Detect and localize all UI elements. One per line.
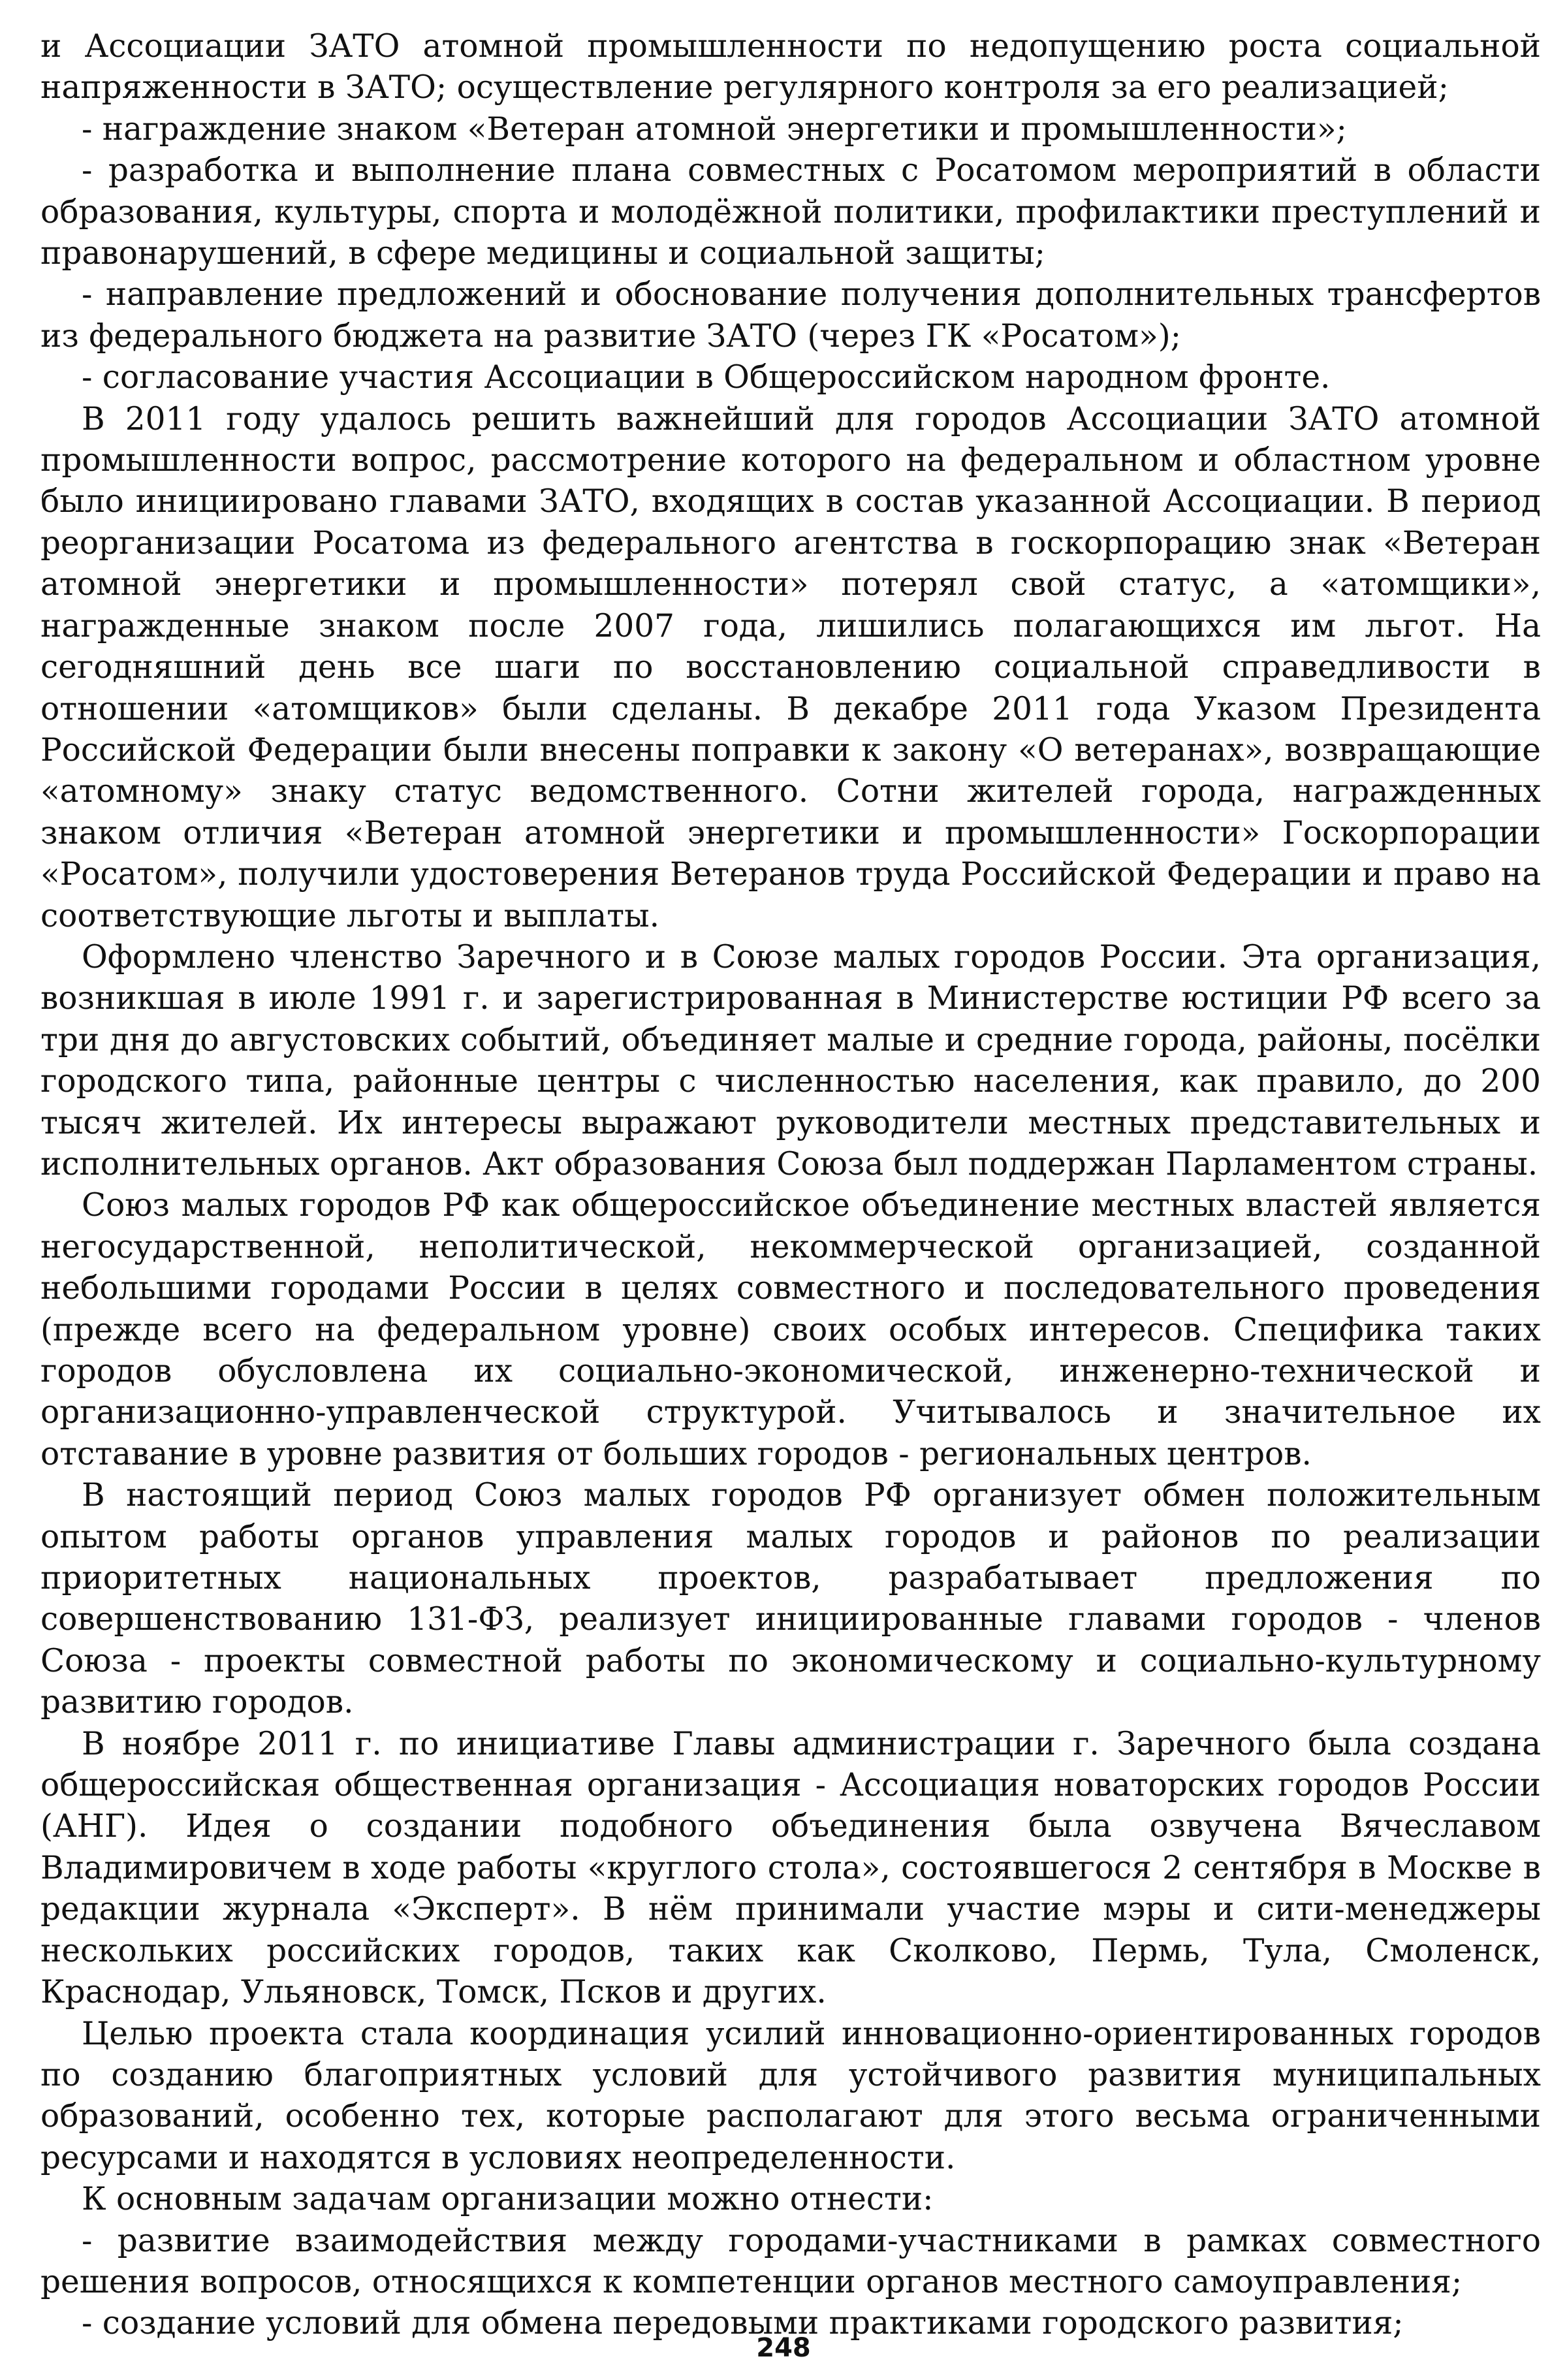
list-item-award: - награждение знаком «Ветеран атомной энергетики и промышленности»; bbox=[82, 110, 1347, 148]
paragraph-project-goal: Целью проекта стала координация усилий инновационно-ориентированных городов по созданию благоприятных условий для устойчивого развития муниципальных образований, особенно тех, которые располагают для этого весьма ограниченными ресурсами и находятся в условиях неопределенности. bbox=[40, 2015, 1541, 2176]
paragraph-union-activity: В настоящий период Союз малых городов РФ организует обмен положительным опытом работы органов управления малых городов и районов по реализации приоритетных национальных проектов, разрабатывает предложения по совершенствованию 131-ФЗ, реализует инициированные главами городов - членов Союза - проекты совместной работы по экономическому и социально-культурному развитию городов. bbox=[40, 1477, 1541, 1721]
list-item-best-practices: - создание условий для обмена передовыми практиками городского развития; bbox=[82, 2305, 1404, 2342]
paragraph-innovative-cities: В ноябре 2011 г. по инициативе Главы администрации г. Заречного была создана общероссийская общественная организация - Ассоциация новаторских городов России (АНГ). Идея о создании подобного объединения была озвучена Вячеславом Владимировичем в ходе работы «круглого стола», состоявшегося 2 сентября в Москве в редакции журнала «Эксперт». В нём принимали участие мэры и сити-менеджеры нескольких российских городов, таких как Сколково, Пермь, Тула, Смоленск, Краснодар, Ульяновск, Томск, Псков и других. bbox=[40, 1725, 1541, 2011]
paragraph-union-description: Союз малых городов РФ как общероссийское объединение местных властей является негосударственной, неполитической, некоммерческой организацией, созданной небольшими городами России в целях совместного и последовательного проведения (прежде всего на федеральном уровне) своих особых интересов. Специфика таких городов обусловлена их социально-экономической, инженерно-технической и организационно-управленческой структурой. Учитывалось и значительное их отставание в уровне развития от больших городов - региональных центров. bbox=[40, 1187, 1541, 1472]
paragraph-continuation: и Ассоциации ЗАТО атомной промышленности по недопущению роста социальной напряженности в ЗАТО; осуществление регулярного контроля за его реализацией; bbox=[40, 28, 1541, 106]
list-item-interaction: - развитие взаимодействия между городами-участниками в рамках совместного решения вопросов, относящихся к компетенции органов местного самоуправления; bbox=[40, 2222, 1541, 2300]
list-item-transfers: - направление предложений и обоснование получения дополнительных трансфертов из федерального бюджета на развитие ЗАТО (через ГК «Росатом»); bbox=[40, 276, 1541, 355]
paragraph-small-towns-union: Оформлено членство Заречного и в Союзе малых городов России. Эта организация, возникшая в июле 1991 г. и зарегистрированная в Министерстве юстиции РФ всего за три дня до августовских событий, объединяет малые и средние города, районы, посёлки городского типа, районные центры с численностью населения, как правило, до 200 тысяч жителей. Их интересы выражают руководители местных представительных и исполнительных органов. Акт образования Союза был поддержан Парламентом страны. bbox=[40, 938, 1541, 1182]
page-body bbox=[40, 26, 1541, 2342]
list-item-popular-front: - согласование участия Ассоциации в Общероссийском народном фронте. bbox=[82, 359, 1331, 396]
list-item-joint-plan: - разработка и выполнение плана совместных с Росатомом мероприятий в области образования, культуры, спорта и молодёжной политики, профилактики преступлений и правонарушений, в сфере медицины и социальной защиты; bbox=[40, 152, 1541, 272]
paragraph-tasks-intro: К основным задачам организации можно отнести: bbox=[82, 2181, 934, 2218]
paragraph-veteran-status: В 2011 году удалось решить важнейший для городов Ассоциации ЗАТО атомной промышленности вопрос, рассмотрение которого на федеральном и областном уровне было инициировано главами ЗАТО, входящих в состав указанной Ассоциации. В период реорганизации Росатома из федерального агентства в госкорпорацию знак «Ветеран атомной энергетики и промышленности» потерял свой статус, а «атомщики», награжденные знаком после 2007 года, лишились полагающихся им льгот. На сегодняшний день все шаги по восстановлению социальной справедливости в отношении «атомщиков» были сделаны. В декабре 2011 года Указом Президента Российской Федерации были внесены поправки к закону «О ветеранах», возвращающие «атомному» знаку статус ведомственного. Сотни жителей города, награжденных знаком отличия «Ветеран атомной энергетики и промышленности» Госкорпорации «Росатом», получили удостоверения Ветеранов труда Российской Федерации и право на соответствующие льготы и выплаты. bbox=[40, 400, 1541, 934]
page-number: 248 bbox=[756, 2333, 811, 2363]
